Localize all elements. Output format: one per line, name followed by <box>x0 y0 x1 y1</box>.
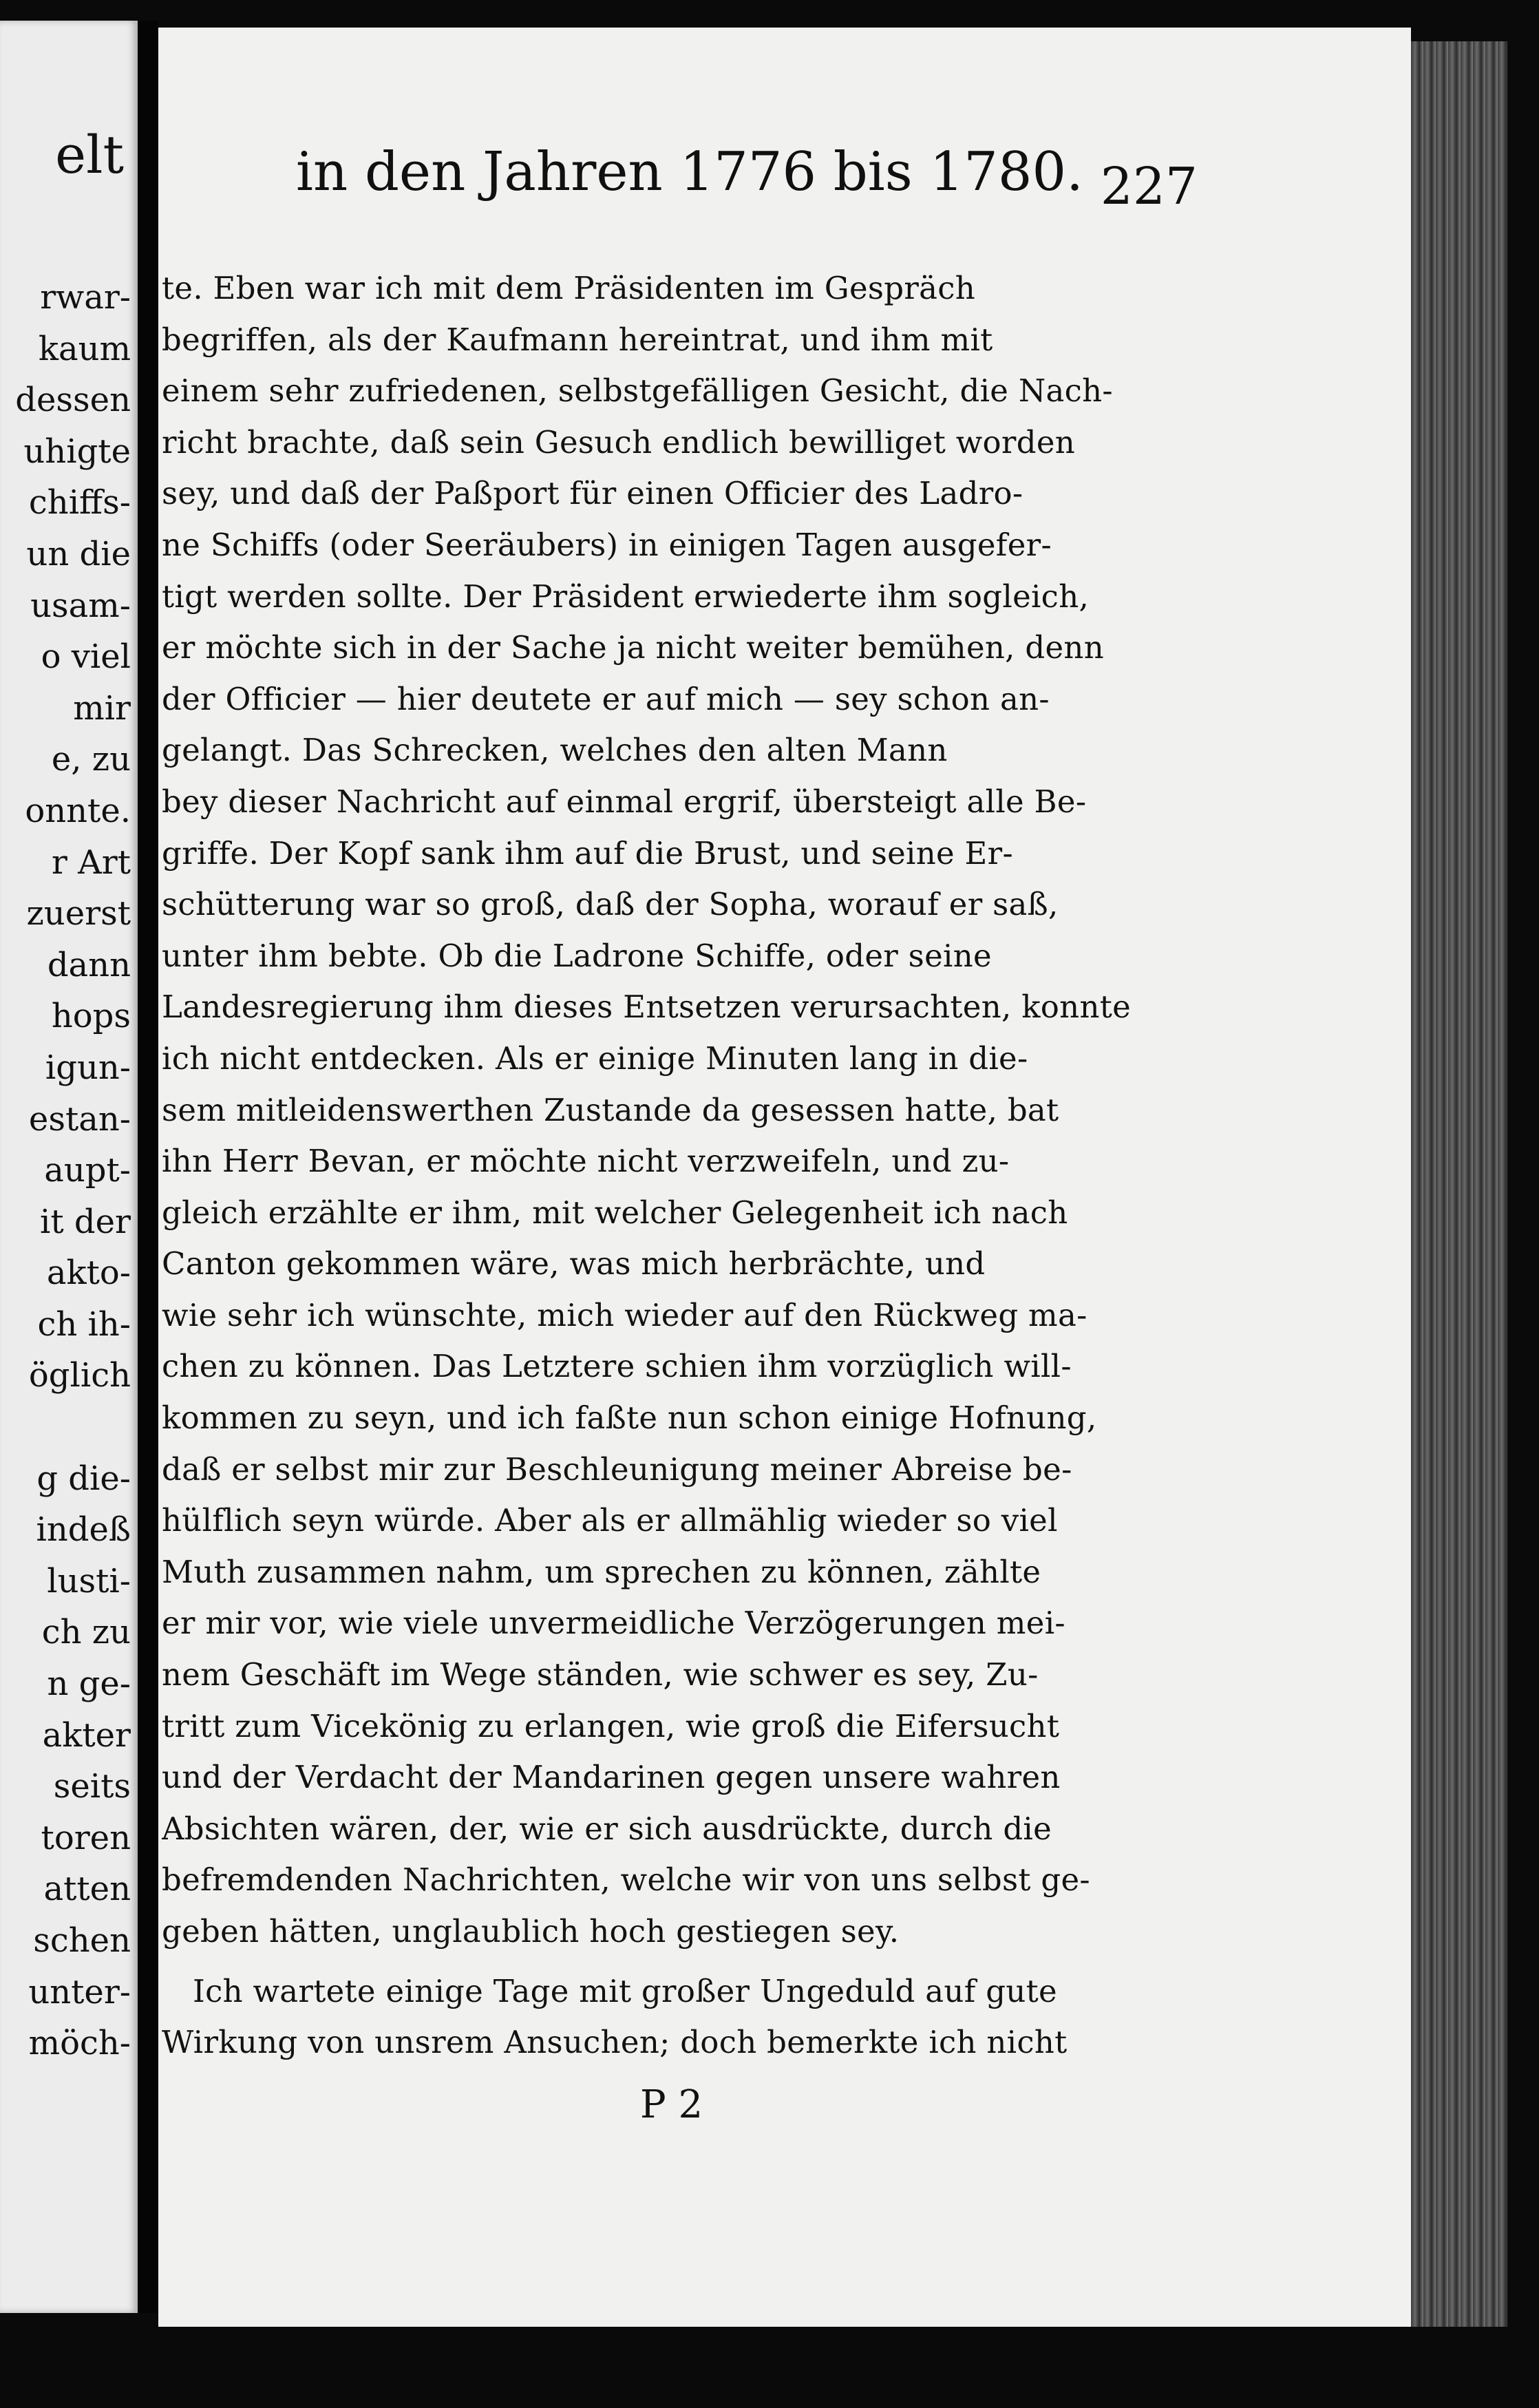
text-line: daß er selbst mir zur Beschleunigung meiner Abreise be- <box>162 1450 1072 1488</box>
previous-page-line: dessen <box>15 381 131 420</box>
previous-page-text <box>0 272 131 2069</box>
previous-page-line <box>0 1402 131 1453</box>
previous-page-line: r Art <box>51 843 131 882</box>
text-line: schütterung war so groß, daß der Sopha, worauf er saß, <box>162 886 1059 923</box>
previous-page-line: g die- <box>36 1459 131 1498</box>
text-line: Landesregierung ihm dieses Entsetzen verursachten, konnte <box>162 989 1132 1026</box>
text-line: sem mitleidenswerthen Zustande da gesessen hatte, bat <box>162 1091 1059 1128</box>
text-line: Canton gekommen wäre, was mich herbrächte, und <box>162 1245 986 1282</box>
text-line: Muth zusammen nahm, um sprechen zu können, zählte <box>162 1553 1041 1590</box>
text-line: befremdenden Nachrichten, welche wir von uns selbst ge- <box>162 1861 1090 1899</box>
text-line: er möchte sich in der Sache ja nicht weiter bemühen, denn <box>162 629 1104 666</box>
text-line: gelangt. Das Schrecken, welches den alten Mann <box>162 732 948 769</box>
book-gutter <box>138 21 158 2313</box>
previous-page-line: uhigte <box>23 432 131 471</box>
text-line: gleich erzählte er ihm, mit welcher Gelegenheit ich nach <box>162 1194 1068 1231</box>
text-line: nem Geschäft im Wege ständen, wie schwer es sey, Zu- <box>162 1656 1039 1693</box>
previous-page-fragment <box>0 21 138 2313</box>
previous-page-line: akter <box>42 1715 131 1755</box>
text-line: ne Schiffs (oder Seeräubers) in einigen Tagen ausgefer- <box>162 526 1052 563</box>
text-line: bey dieser Nachricht auf einmal ergrif, übersteigt alle Be- <box>162 783 1087 820</box>
previous-page-line: kaum <box>38 329 131 368</box>
text-line: einem sehr zufriedenen, selbstgefälligen Gesicht, die Nach- <box>162 372 1113 410</box>
previous-page-line: ch ih- <box>37 1305 131 1344</box>
text-line: und der Verdacht der Mandarinen gegen unsere wahren <box>162 1759 1061 1796</box>
text-line: griffe. Der Kopf sank ihm auf die Brust, und seine Er- <box>162 834 1014 872</box>
text-line: ihn Herr Bevan, er möchte nicht verzweifeln, und zu- <box>162 1143 1010 1180</box>
previous-page-line: onnte. <box>25 791 131 830</box>
previous-page-line: möch- <box>28 2024 131 2063</box>
previous-page-line: dann <box>47 945 131 984</box>
previous-page-line: rwar- <box>40 278 131 317</box>
previous-page-line: chiffs- <box>28 483 131 522</box>
page-number: 227 <box>1100 157 1198 216</box>
previous-page-line: igun- <box>45 1048 131 1087</box>
previous-page-header: elt <box>55 124 124 185</box>
previous-page-line: usam- <box>30 586 131 625</box>
text-line: kommen zu seyn, und ich faßte nun schon einige Hofnung, <box>162 1400 1097 1437</box>
previous-page-line: aupt- <box>44 1151 131 1190</box>
text-line: Ich wartete einige Tage mit großer Ungeduld auf gute <box>193 1972 1057 2009</box>
previous-page-line: it der <box>40 1202 131 1241</box>
previous-page-line: ch zu <box>41 1613 131 1652</box>
text-line: hülflich seyn würde. Aber als er allmählig wieder so viel <box>162 1502 1058 1539</box>
previous-page-line: mir <box>73 688 131 728</box>
text-line: Wirkung von unsrem Ansuchen; doch bemerkte ich nicht <box>162 2024 1068 2061</box>
previous-page-line: n ge- <box>47 1665 131 1704</box>
text-line: tigt werden sollte. Der Präsident erwiederte ihm sogleich, <box>162 578 1090 615</box>
text-line: chen zu können. Das Letztere schien ihm vorzüglich will- <box>162 1348 1072 1385</box>
previous-page-line: unter- <box>28 1972 131 2011</box>
text-line: tritt zum Vicekönig zu erlangen, wie groß die Eifersucht <box>162 1707 1060 1744</box>
previous-page-line: lusti- <box>47 1561 131 1601</box>
previous-page-line: akto- <box>46 1254 131 1293</box>
running-head: in den Jahren 1776 bis 1780. <box>296 141 1083 203</box>
previous-page-line: un die <box>26 534 131 573</box>
previous-page-line: estan- <box>28 1099 131 1139</box>
previous-page-line: indeß <box>36 1510 131 1550</box>
text-line: richt brachte, daß sein Gesuch endlich bewilliget worden <box>162 423 1076 461</box>
text-line: sey, und daß der Paßport für einen Officier des Ladro- <box>162 475 1023 512</box>
text-line: begriffen, als der Kaufmann hereintrat, und ihm mit <box>162 321 993 358</box>
previous-page-line: zuerst <box>26 894 131 933</box>
previous-page-line: o viel <box>41 637 131 677</box>
previous-page-line: seits <box>53 1767 131 1806</box>
previous-page-line: schen <box>33 1921 131 1960</box>
text-line: te. Eben war ich mit dem Präsidenten im Gespräch <box>162 270 976 306</box>
text-line: Absichten wären, der, wie er sich ausdrückte, durch die <box>162 1810 1052 1847</box>
text-line: der Officier — hier deutete er auf mich — sey schon an- <box>162 680 1050 717</box>
text-line: wie sehr ich wünschte, mich wieder auf den Rückweg ma- <box>162 1296 1087 1333</box>
page-edge <box>1411 41 1507 2327</box>
text-line: er mir vor, wie viele unvermeidliche Verzögerungen mei- <box>162 1605 1065 1642</box>
text-line: ich nicht entdecken. Als er einige Minuten lang in die- <box>162 1039 1028 1077</box>
previous-page-line: e, zu <box>51 740 131 779</box>
text-line: unter ihm bebte. Ob die Ladrone Schiffe, oder seine <box>162 937 992 974</box>
text-line: geben hätten, unglaublich hoch gestiegen sey. <box>162 1913 900 1950</box>
previous-page-line: atten <box>43 1870 131 1909</box>
previous-page-line: öglich <box>28 1356 131 1395</box>
body-text <box>162 263 1174 2069</box>
previous-page-line: hops <box>51 997 131 1036</box>
signature-mark: P 2 <box>640 2082 703 2127</box>
previous-page-line: toren <box>41 1818 131 1857</box>
